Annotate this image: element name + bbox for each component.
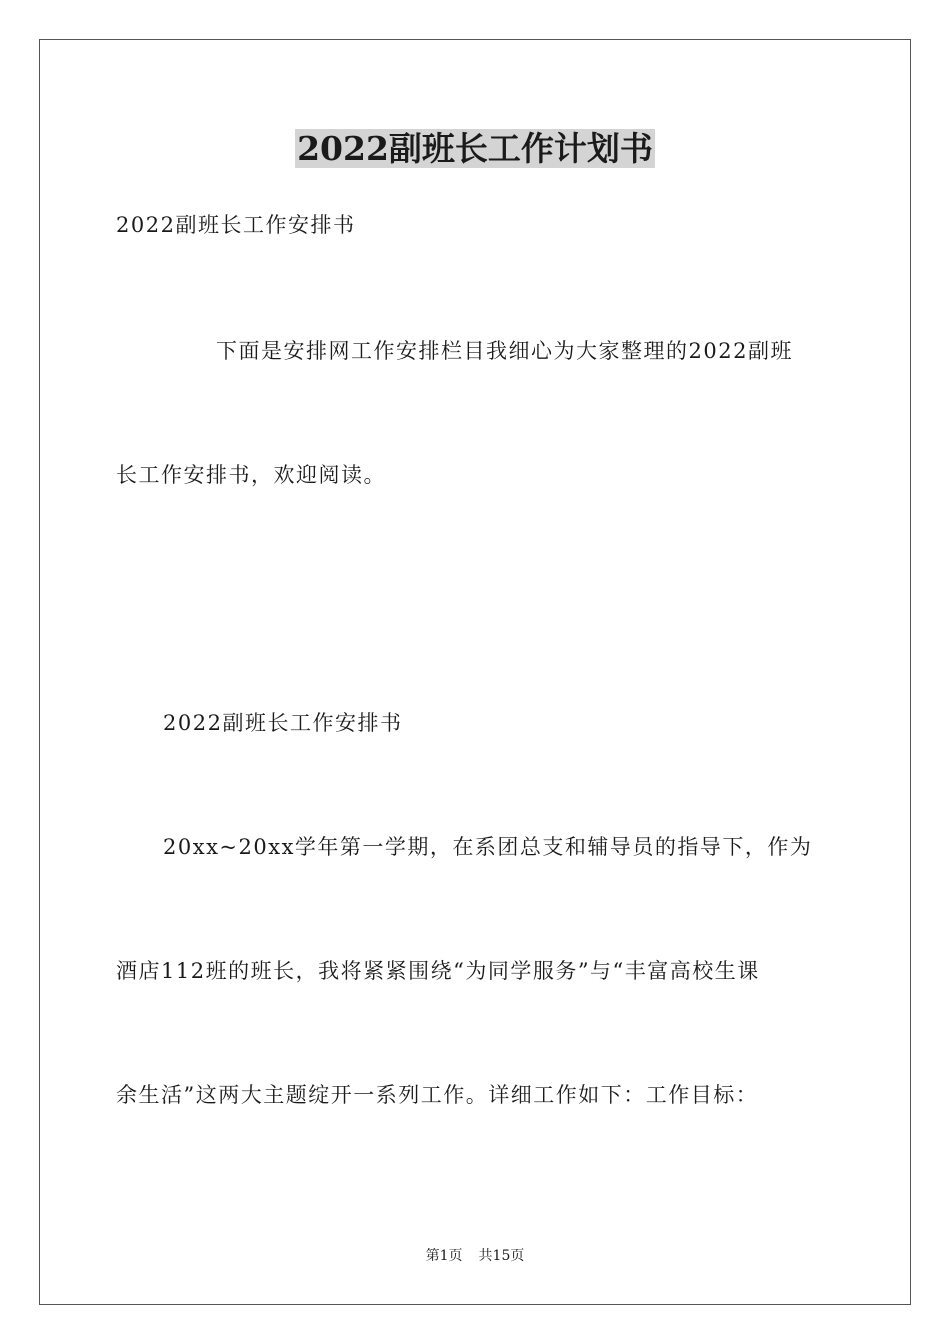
document-subtitle: 2022副班长工作安排书	[116, 213, 356, 237]
section-heading: 2022副班长工作安排书	[163, 711, 403, 735]
intro-paragraph-line-2: 长工作安排书，欢迎阅读。	[116, 463, 386, 487]
body-paragraph-line-3: 余生活”这两大主题绽开一系列工作。详细工作如下：工作目标：	[116, 1083, 759, 1107]
document-title	[0, 126, 950, 172]
page-number: 第1页	[425, 1248, 463, 1264]
body-paragraph-line-2: 酒店112班的班长，我将紧紧围绕“为同学服务”与“丰富高校生课	[116, 959, 760, 983]
body-paragraph-line-1: 20xx~20xx学年第一学期，在系团总支和辅导员的指导下，作为	[163, 835, 813, 859]
document-title-text: 2022副班长工作计划书	[297, 129, 653, 168]
page-footer	[0, 1246, 950, 1266]
page-total: 共15页	[478, 1248, 525, 1264]
intro-paragraph-line-1: 下面是安排网工作安排栏目我细心为大家整理的2022副班	[216, 339, 793, 363]
